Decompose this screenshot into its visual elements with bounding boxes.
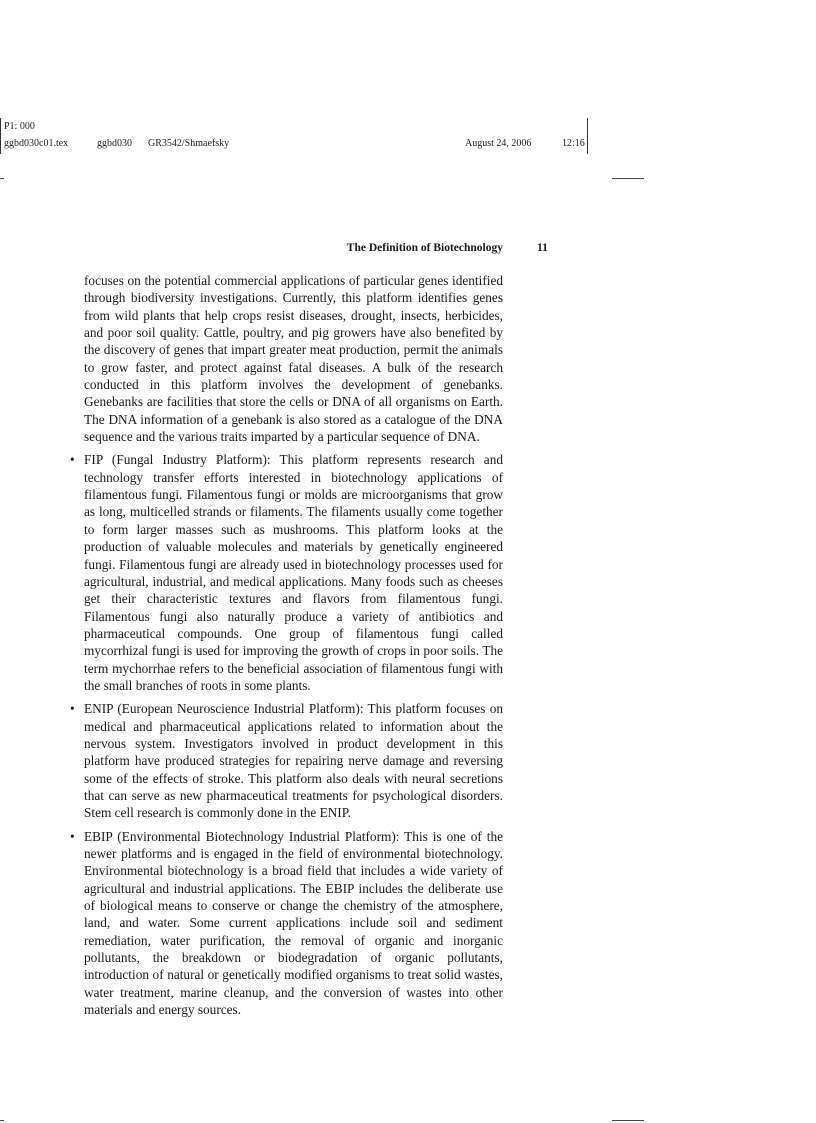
bullet-marker: •	[70, 701, 75, 717]
list-item-text: EBIP (Environmental Biotechnology Industrial Platform): This is one of the newer platforms and is engaged in the field of environmental biotechnology. Environmental biotechnology is a broad field that includes a wide variety of agricultural and industrial applications. The EBIP includes the deliberate use of biological means to conserve or change the chemistry of the atmosphere, land, and water. Some current applications include soil and sediment remediation, water purification, the removal of organic and inorganic pollutants, the breakdown or biodegradation of organic pollutants, introduction of natural or genetically modified organisms to treat solid wastes, water treatment, marine cleanup, and the conversion of wastes into other materials and energy sources.	[84, 828, 503, 1018]
continuation-paragraph: focuses on the potential commercial applications of particular genes identified through biodiversity investigations. Currently, this platform identifies genes from wild plants that help crops resist diseases, drought, insects, herbicides, and poor soil quality. Cattle, poultry, and pig growers have also benefited by the discovery of genes that impart greater meat production, permit the animals to grow faster, and protect against fatal diseases. A bulk of the research conducted in this platform involves the development of genebanks. Genebanks are facilities that store the cells or DNA of all organisms on Earth. The DNA information of a genebank is also stored as a catalogue of the DNA sequence and the various traits imparted by a particular sequence of DNA.	[84, 273, 503, 445]
header-proof-code: P1: 000	[4, 121, 35, 132]
header-time: 12:16	[562, 138, 585, 149]
crop-mark-top-right	[612, 178, 644, 179]
running-head-title: The Definition of Biotechnology	[346, 242, 503, 254]
list-item-enip	[70, 700, 503, 821]
page-number: 11	[537, 242, 548, 254]
header-left-rule	[0, 118, 1, 154]
crop-mark-bottom-right	[612, 1120, 644, 1121]
header-book-code: ggbd030	[97, 138, 132, 149]
crop-mark-top-left	[0, 178, 4, 179]
crop-mark-bottom-left	[0, 1120, 4, 1121]
list-item-ebip	[70, 828, 503, 1019]
bullet-marker: •	[70, 828, 75, 844]
body-text	[70, 272, 503, 1018]
header-file-name: ggbd030c01.tex	[4, 138, 69, 149]
header-author: GR3542/Shmaefsky	[148, 138, 230, 149]
header-right-rule	[587, 118, 588, 154]
list-item-fip	[70, 451, 503, 694]
header-date: August 24, 2006	[465, 138, 532, 149]
bullet-marker: •	[70, 452, 75, 468]
list-item-text: FIP (Fungal Industry Platform): This platform represents research and technology transfer efforts interested in biotechnology applications of filamentous fungi. Filamentous fungi or molds are microorganisms that grow as long, multicelled strands or filaments. The filaments usually come together to form larger masses such as mushrooms. This platform looks at the production of valuable molecules and materials by genetically engineered fungi. Filamentous fungi are already used in biotechnology processes used for agricultural, industrial, and medical applications. Many foods such as cheeses get their characteristic textures and flavors from filamentous fungi. Filamentous fungi also naturally produce a variety of antibiotics and pharmaceutical compounds. One group of filamentous fungi called mycorrhizal fungi is used for improving the growth of crops in poor soils. The term mychorrhae refers to the beneficial association of filamentous fungi with the small branches of roots in some plants.	[84, 452, 503, 693]
list-item-text: ENIP (European Neuroscience Industrial Platform): This platform focuses on medical and pharmaceutical applications related to information about the nervous system. Investigators involved in product development in this platform have produced strategies for repairing nerve damage and reversing some of the effects of stroke. This platform also deals with neural secretions that can serve as new pharmaceutical treatments for psychological disorders. Stem cell research is commonly done in the ENIP.	[84, 701, 503, 821]
